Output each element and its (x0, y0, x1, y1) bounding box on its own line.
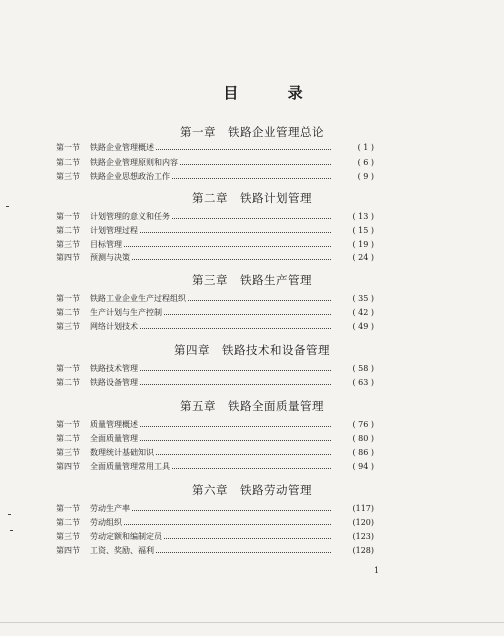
toc-entry (56, 376, 374, 389)
toc-entry (56, 141, 374, 154)
chapter-number: 第二章 (192, 191, 228, 205)
dot-leader (172, 217, 331, 219)
chapter-title: 铁路计划管理 (240, 191, 312, 205)
section-number: 第一节 (56, 143, 80, 152)
toc-entry (56, 418, 374, 431)
chapter-title: 铁路生产管理 (240, 273, 312, 287)
chapter-title: 铁路技术和设备管理 (222, 343, 330, 357)
scan-edge-line (0, 622, 504, 623)
page-ref: ( 19 ) (352, 240, 374, 249)
page-ref: ( 80 ) (352, 434, 374, 443)
page-ref: ( 13 ) (352, 212, 374, 221)
section-title: 劳动定额和编制定员 (90, 532, 162, 541)
dot-leader (156, 453, 331, 455)
toc-entry (56, 170, 374, 183)
dot-leader (180, 163, 331, 165)
toc-entry (56, 530, 374, 543)
chapter-number: 第五章 (180, 399, 216, 413)
chapter-heading (0, 190, 504, 206)
toc-entry (56, 516, 374, 529)
page-ref: ( 9 ) (357, 172, 374, 181)
toc-entry (56, 238, 374, 251)
page-ref: ( 1 ) (357, 143, 374, 152)
dot-leader (140, 425, 331, 427)
dot-leader (132, 509, 331, 511)
section-number: 第四节 (56, 253, 80, 262)
section-title: 生产计划与生产控制 (90, 308, 162, 317)
section-number: 第一节 (56, 212, 80, 221)
section-title: 铁路设备管理 (90, 378, 138, 387)
section-title: 预测与决策 (90, 253, 130, 262)
section-number: 第三节 (56, 172, 80, 181)
dot-leader (188, 299, 331, 301)
page-ref: ( 42 ) (352, 308, 374, 317)
toc-entry (56, 362, 374, 375)
chapter-number: 第三章 (192, 273, 228, 287)
section-number: 第二节 (56, 308, 80, 317)
scan-speck (6, 206, 9, 207)
chapter-heading (0, 482, 504, 498)
section-title: 工资、奖励、福利 (90, 546, 154, 555)
section-title: 铁路工业企业生产过程组织 (90, 294, 186, 303)
scan-speck (8, 514, 11, 515)
toc-entry (56, 210, 374, 223)
section-number: 第一节 (56, 294, 80, 303)
chapter-title: 铁路全面质量管理 (228, 399, 324, 413)
page-ref: ( 24 ) (352, 253, 374, 262)
section-number: 第三节 (56, 322, 80, 331)
chapter-title: 铁路劳动管理 (240, 483, 312, 497)
chapter-number: 第六章 (192, 483, 228, 497)
dot-leader (140, 369, 331, 371)
section-number: 第二节 (56, 226, 80, 235)
toc-entry (56, 306, 374, 319)
toc-entry (56, 320, 374, 333)
dot-leader (172, 467, 331, 469)
section-title: 劳动组织 (90, 518, 122, 527)
section-title: 铁路企业思想政治工作 (90, 172, 170, 181)
dot-leader (132, 258, 331, 260)
page-ref: ( 76 ) (352, 420, 374, 429)
toc-entry (56, 446, 374, 459)
section-title: 网络计划技术 (90, 322, 138, 331)
page-ref: (117) (352, 504, 374, 513)
page-ref: ( 6 ) (357, 158, 374, 167)
dot-leader (124, 245, 331, 247)
section-title: 全面质量管理 (90, 434, 138, 443)
section-title: 目标管理 (90, 240, 122, 249)
chapter-number: 第四章 (174, 343, 210, 357)
toc-entry (56, 292, 374, 305)
page-ref: ( 58 ) (352, 364, 374, 373)
chapter-heading (0, 342, 504, 358)
section-title: 劳动生产率 (90, 504, 130, 513)
section-number: 第二节 (56, 378, 80, 387)
dot-leader (140, 439, 331, 441)
dot-leader (164, 313, 331, 315)
toc-entry (56, 156, 374, 169)
page-ref: ( 63 ) (352, 378, 374, 387)
section-number: 第二节 (56, 518, 80, 527)
section-number: 第一节 (56, 420, 80, 429)
section-title: 数理统计基础知识 (90, 448, 154, 457)
section-number: 第四节 (56, 462, 80, 471)
page-number: 1 (374, 566, 380, 575)
dot-leader (164, 537, 331, 539)
section-number: 第三节 (56, 240, 80, 249)
dot-leader (140, 231, 331, 233)
section-number: 第二节 (56, 434, 80, 443)
dot-leader (156, 148, 331, 150)
page-ref: ( 15 ) (352, 226, 374, 235)
dot-leader (156, 551, 331, 553)
page-ref: (128) (352, 546, 374, 555)
page-ref: ( 86 ) (352, 448, 374, 457)
dot-leader (140, 383, 331, 385)
chapter-heading (0, 272, 504, 288)
section-number: 第一节 (56, 364, 80, 373)
toc-entry (56, 251, 374, 264)
section-title: 质量管理概述 (90, 420, 138, 429)
chapter-heading (0, 124, 504, 140)
section-number: 第四节 (56, 546, 80, 555)
section-title: 计划管理过程 (90, 226, 138, 235)
chapter-number: 第一章 (180, 125, 216, 139)
section-title: 计划管理的意义和任务 (90, 212, 170, 221)
section-title: 铁路企业管理概述 (90, 143, 154, 152)
section-number: 第三节 (56, 448, 80, 457)
toc-entry (56, 544, 374, 557)
page-ref: ( 35 ) (352, 294, 374, 303)
chapter-heading (0, 398, 504, 414)
toc-entry (56, 460, 374, 473)
page-ref: ( 49 ) (352, 322, 374, 331)
section-number: 第三节 (56, 532, 80, 541)
scan-speck (10, 530, 13, 531)
page-ref: ( 94 ) (352, 462, 374, 471)
section-number: 第一节 (56, 504, 80, 513)
chapter-title: 铁路企业管理总论 (228, 125, 324, 139)
dot-leader (140, 327, 331, 329)
dot-leader (124, 523, 331, 525)
section-title: 铁路企业管理原则和内容 (90, 158, 178, 167)
toc-entry (56, 502, 374, 515)
page-title: 目 录 (223, 84, 325, 102)
toc-entry (56, 432, 374, 445)
page-ref: (120) (352, 518, 374, 527)
section-title: 全面质量管理常用工具 (90, 462, 170, 471)
dot-leader (172, 177, 331, 179)
page-ref: (123) (352, 532, 374, 541)
section-title: 铁路技术管理 (90, 364, 138, 373)
toc-entry (56, 224, 374, 237)
section-number: 第二节 (56, 158, 80, 167)
